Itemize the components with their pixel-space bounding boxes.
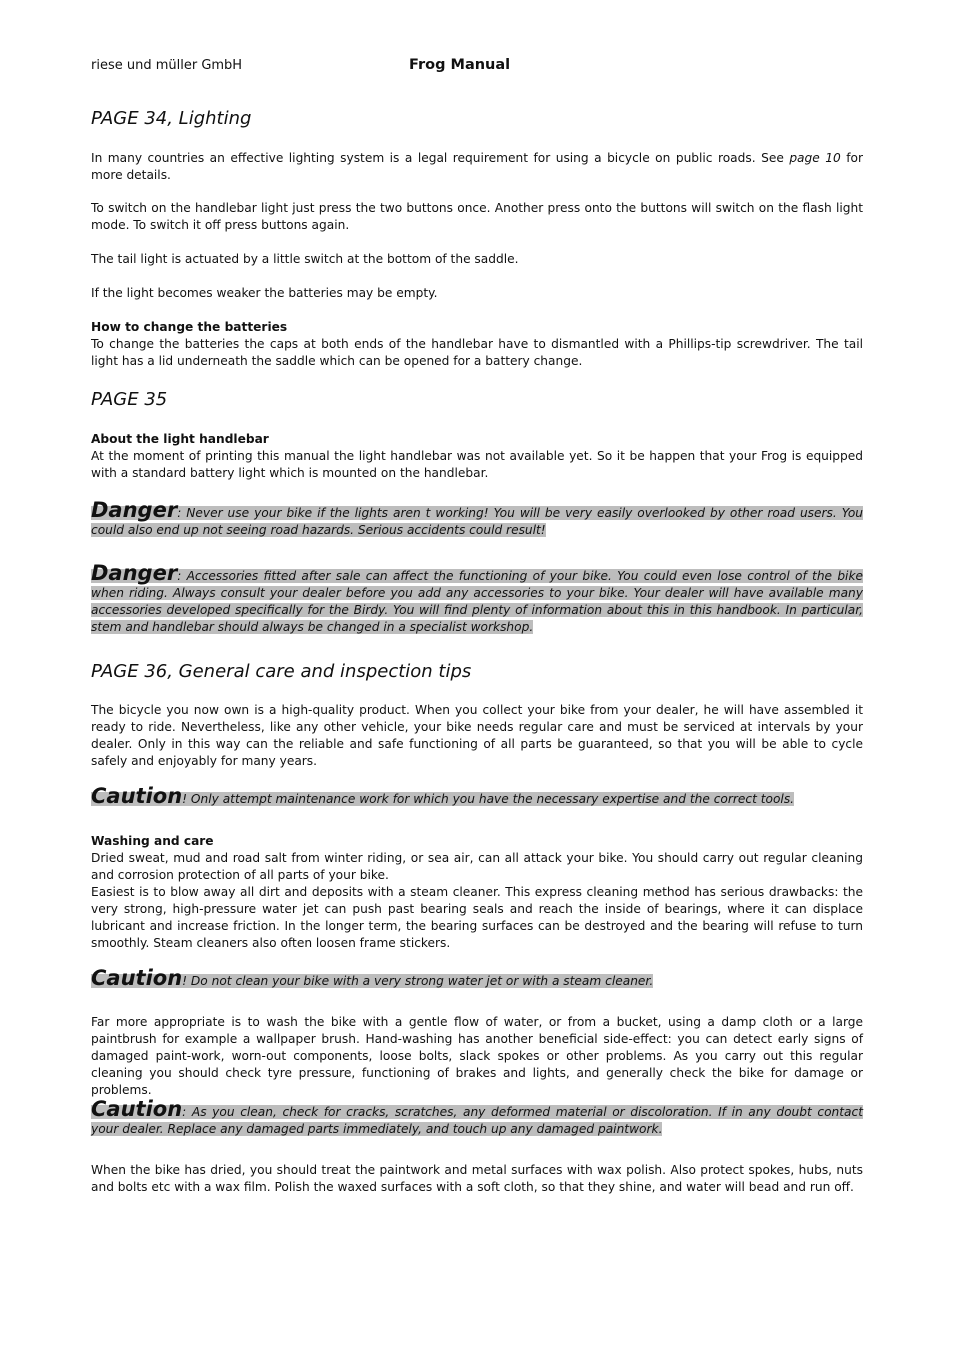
subheading-light-handlebar: About the light handlebar bbox=[91, 432, 269, 446]
light-handlebar-block bbox=[91, 431, 863, 482]
subheading-change-batteries: How to change the batteries bbox=[91, 320, 288, 334]
care-paragraph-wax: When the bike has dried, you should treat the paintwork and metal surfaces with wax polish. Also protect spokes, hubs, nuts and bolts etc with a wax film. Polish the waxed surfaces with a soft cloth, so that they shine, and water will bead and run off. bbox=[91, 1163, 863, 1194]
lighting-paragraph-4: If the light becomes weaker the batteries may be empty. bbox=[91, 286, 438, 300]
washing-paragraph-1: Dried sweat, mud and road salt from winter riding, or sea air, can all attack your bike. You should carry out regular cleaning and corrosion protection of all parts of your bike. bbox=[91, 851, 863, 882]
batteries-paragraph: To change the batteries the caps at both ends of the handlebar have to dismantled with a Phillips-tip screwdriver. The tail light has a lid underneath the saddle which can be opened for a battery change. bbox=[91, 337, 863, 368]
danger-notice-lights bbox=[91, 498, 863, 539]
caution-label: Caution bbox=[91, 784, 183, 808]
lighting-paragraph-3: The tail light is actuated by a little switch at the bottom of the saddle. bbox=[91, 252, 519, 266]
section-heading-page-36: PAGE 36, General care and inspection tips bbox=[91, 661, 472, 682]
page-reference: page 10 bbox=[789, 151, 841, 165]
danger-text: : Never use your bike if the lights aren t working! You will be very easily overlooked by other road users. You could also end up not seeing road hazards. Serious accidents could result! bbox=[91, 506, 863, 537]
care-paragraph-1: The bicycle you now own is a high-quality product. When you collect your bike from your dealer, he will have assembled it ready to ride. Nevertheless, like any other vehicle, your bike needs regular care and must be serviced at intervals by your dealer. Only in this way can the reliable and safe functioning of all parts be guaranteed, so that you will be able to cycle safely and enjoyably for many years. bbox=[91, 703, 863, 768]
document-title: Frog Manual bbox=[409, 57, 511, 73]
danger-notice-accessories bbox=[91, 561, 863, 636]
subheading-washing: Washing and care bbox=[91, 834, 214, 848]
batteries-block bbox=[91, 319, 863, 370]
caution-notice-water-jet bbox=[91, 966, 863, 990]
section-heading-page-35: PAGE 35 bbox=[91, 389, 168, 410]
text-run: for more details. bbox=[91, 151, 863, 182]
caution-text: : As you clean, check for cracks, scratches, any deformed material or discoloration. If in any doubt contact your dealer. Replace any damaged parts immediately, and touch up any damaged paintwork. bbox=[91, 1105, 863, 1136]
caution-label: Caution bbox=[91, 966, 183, 990]
section-heading-page-34: PAGE 34, Lighting bbox=[91, 108, 252, 129]
caution-text: ! Do not clean your bike with a very strong water jet or with a steam cleaner. bbox=[182, 974, 654, 988]
company-name: riese und müller GmbH bbox=[91, 58, 243, 73]
danger-label: Danger bbox=[91, 498, 178, 522]
text-run: In many countries an effective lighting system is a legal requirement for using a bicycle on public roads. See bbox=[91, 151, 790, 165]
lighting-paragraph-2: To switch on the handlebar light just press the two buttons once. Another press onto the buttons will switch on the flash light mode. To switch it off press buttons again. bbox=[91, 201, 863, 232]
lighting-paragraph-1 bbox=[91, 150, 863, 184]
danger-label: Danger bbox=[91, 561, 178, 585]
caution-text: ! Only attempt maintenance work for which you have the necessary expertise and the correct tools. bbox=[182, 792, 795, 806]
caution-label: Caution bbox=[91, 1097, 183, 1121]
caution-notice-inspection bbox=[91, 1097, 863, 1138]
care-paragraph-hand-washing: Far more appropriate is to wash the bike with a gentle flow of water, or from a bucket, using a damp cloth or a large paintbrush for example a wallpaper brush. Hand-washing has another beneficial side-effect: you can detect early signs of damaged paint-work, worn-out components, loose bolts, slack spokes or other problems. As you carry out this regular cleaning you should check tyre pressure, functioning of brakes and lights, and generally check the bike for damage or problems. bbox=[91, 1015, 863, 1097]
danger-text: : Accessories fitted after sale can affect the functioning of your bike. You could even lose control of the bike when riding. Always consult your dealer before you add any accessories to your bike. Your dealer will have available many accessories developed specifically for the Birdy. You will find plenty of information about this in this handbook. In particular, stem and handlebar should always be changed in a specialist workshop. bbox=[91, 569, 863, 634]
washing-block bbox=[91, 833, 863, 952]
page-header bbox=[91, 58, 863, 78]
caution-notice-maintenance bbox=[91, 784, 863, 808]
washing-paragraph-2: Easiest is to blow away all dirt and deposits with a steam cleaner. This express cleaning method has serious drawbacks: the very strong, high-pressure water jet can push past bearing seals and reach the inside of bearings, where it can displace lubricant and increase friction. In the longer term, the bearing surfaces can be destroyed and the bearing will refuse to turn smoothly. Steam cleaners also often loosen frame stickers. bbox=[91, 885, 863, 950]
light-handlebar-paragraph: At the moment of printing this manual the light handlebar was not available yet. So it be happen that your Frog is equipped with a standard battery light which is mounted on the handlebar. bbox=[91, 449, 863, 480]
